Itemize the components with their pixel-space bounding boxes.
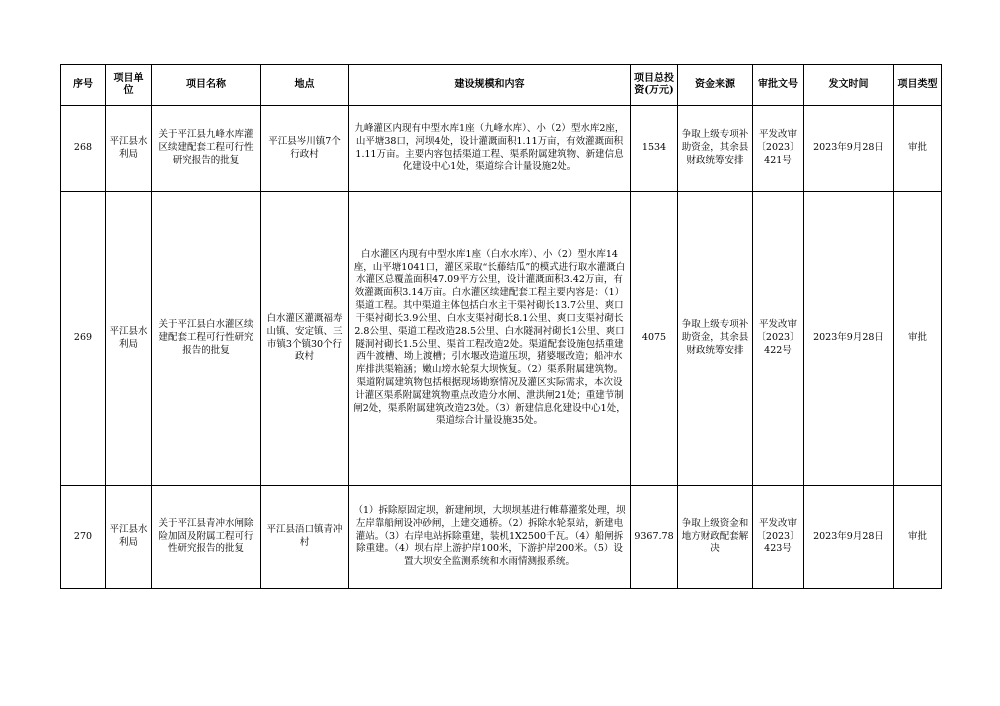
cell-location: 平江县岑川镇7个行政村 (261, 106, 349, 192)
header-cell-name: 项目名称 (152, 65, 261, 106)
cell-funding: 争取上级资金和地方财政配套解决 (678, 486, 753, 589)
cell-no: 268 (61, 106, 106, 192)
cell-type: 审批 (894, 192, 942, 486)
cell-no: 270 (61, 486, 106, 589)
cell-investment: 9367.78 (631, 486, 678, 589)
cell-type: 审批 (894, 106, 942, 192)
cell-name: 关于平江县白水灌区续建配套工程可行性研究报告的批复 (152, 192, 261, 486)
header-cell-location: 地点 (261, 65, 349, 106)
cell-approval: 平发改审〔2023〕423号 (753, 486, 804, 589)
header-row (61, 65, 942, 106)
cell-unit: 平江县水利局 (106, 486, 152, 589)
table-row (61, 106, 942, 192)
cell-name: 关于平江县九峰水库灌区续建配套工程可行性研究报告的批复 (152, 106, 261, 192)
cell-date: 2023年9月28日 (804, 106, 894, 192)
cell-content: 九峰灌区内现有中型水库1座（九峰水库）、小（2）型水库2座，山平塘38口，河坝4处，设计灌溉面积1.11万亩，有效灌溉面积1.11万亩。主要内容包括渠道工程、渠系附属建筑物、新建信息化建设中心1处，渠道综合计量设施2处。 (349, 106, 631, 192)
cell-location: 平江县浯口镇青冲村 (261, 486, 349, 589)
cell-name: 关于平江县青冲水闸除险加固及附属工程可行性研究报告的批复 (152, 486, 261, 589)
cell-funding: 争取上级专项补助资金，其余县财政统筹安排 (678, 106, 753, 192)
cell-unit: 平江县水利局 (106, 106, 152, 192)
cell-approval: 平发改审〔2023〕422号 (753, 192, 804, 486)
header-cell-approval: 审批文号 (753, 65, 804, 106)
cell-location: 白水灌区灌溉福寿山镇、安定镇、三市镇3个镇30个行政村 (261, 192, 349, 486)
header-cell-unit: 项目单位 (106, 65, 152, 106)
header-cell-type: 项目类型 (894, 65, 942, 106)
header-cell-content: 建设规模和内容 (349, 65, 631, 106)
cell-no: 269 (61, 192, 106, 486)
cell-approval: 平发改审〔2023〕421号 (753, 106, 804, 192)
header-cell-investment: 项目总投资(万元) (631, 65, 678, 106)
cell-funding: 争取上级专项补助资金，其余县财政统筹安排 (678, 192, 753, 486)
cell-unit: 平江县水利局 (106, 192, 152, 486)
header-cell-date: 发文时间 (804, 65, 894, 106)
cell-date: 2023年9月28日 (804, 486, 894, 589)
cell-investment: 1534 (631, 106, 678, 192)
project-approval-table (60, 64, 942, 589)
cell-content: （1）拆除原固定坝，新建闸坝，大坝坝基进行帷幕灌浆处理，坝左岸靠船闸设冲砂闸，上建交通桥。（2）拆除水轮泵站，新建电灌站。（3）右岸电站拆除重建，装机1X2500千瓦。（4）船闸拆除重建。（4）坝右岸上游护岸100米，下游护岸200米。（5）设置大坝安全监测系统和水雨情测报系统。 (349, 486, 631, 589)
table-row (61, 192, 942, 486)
cell-date: 2023年9月28日 (804, 192, 894, 486)
cell-investment: 4075 (631, 192, 678, 486)
cell-content: 白水灌区内现有中型水库1座（白水水库）、小（2）型水库14座，山平塘1041口，灌区采取“长藤结瓜”的模式进行取水灌溉白水灌区总覆盖面积47.09平方公里，设计灌溉面积3.42万亩，有效灌溉面积3.14万亩。白水灌区续建配套工程主要内容是：（1）渠道工程。其中渠道主体包括白水主干渠衬砌长13.7公里、爽口干渠衬砌长3.9公里、白水支渠衬砌长8.1公里、爽口支渠衬砌长2.8公里、渠道工程改造28.5公里、白水隧洞衬砌长1公里、爽口隧洞衬砌长1.5公里、渠首工程改造2处。渠道配套设施包括重建西牛渡槽、坳上渡槽；引水堰改造道压坝，猪婆堰改造；船冲水库排洪渠箱涵；嫩山塝水轮泵大坝恢复。（2）渠系附属建筑物。渠道附属建筑物包括根据现场勘察情况及灌区实际需求，本次设计灌区渠系附属建筑物重点改造分水闸、泄洪闸21处；重建节制闸2处，渠系附属建筑改造23处。（3）新建信息化建设中心1处，渠道综合计量设施35处。 (349, 192, 631, 486)
header-cell-no: 序号 (61, 65, 106, 106)
table-row (61, 486, 942, 589)
cell-type: 审批 (894, 486, 942, 589)
header-cell-funding: 资金来源 (678, 65, 753, 106)
